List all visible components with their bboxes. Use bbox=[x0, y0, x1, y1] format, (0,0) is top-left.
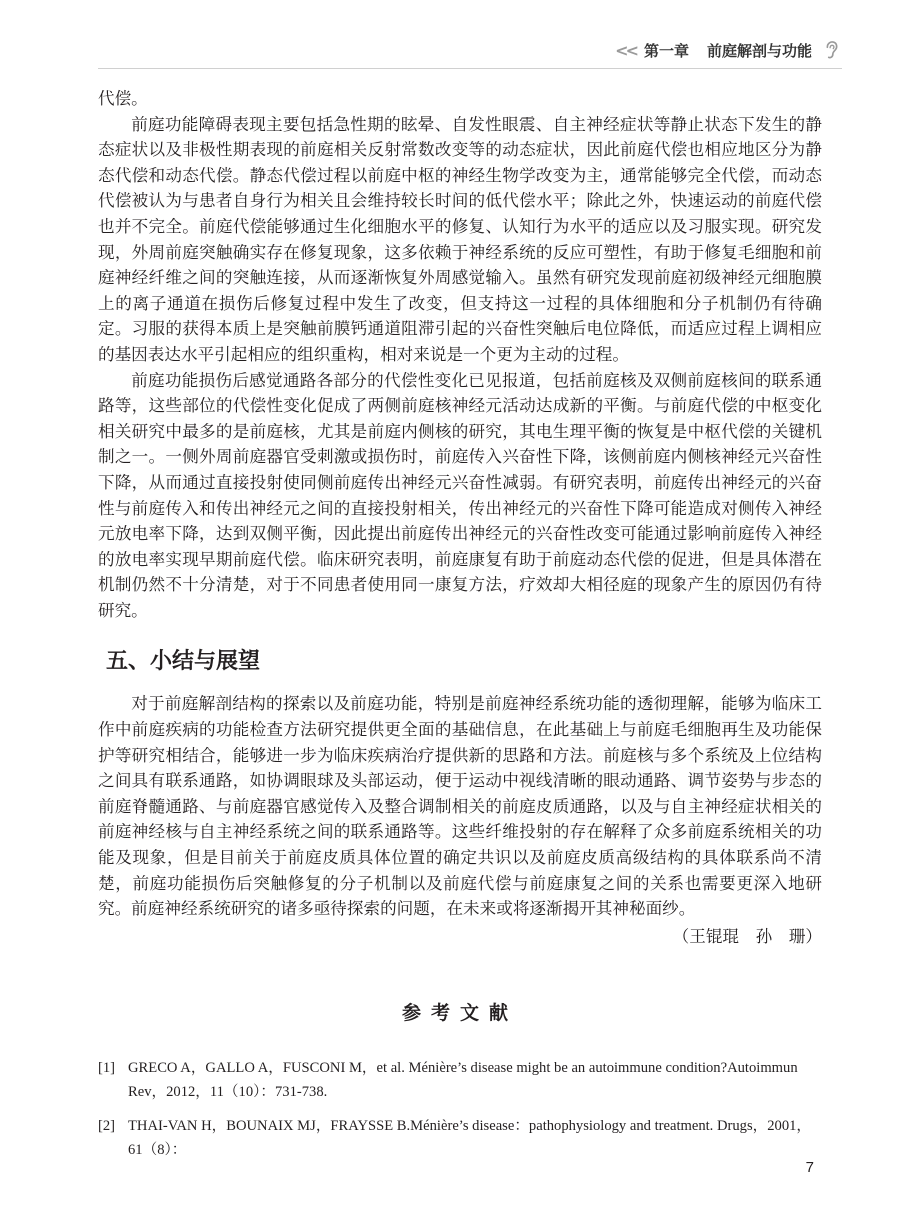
authors: （王锟琨 孙 珊） bbox=[672, 926, 822, 946]
reference-list bbox=[98, 1056, 822, 1162]
page-number: 7 bbox=[805, 1159, 814, 1176]
page-body bbox=[98, 86, 822, 1172]
references-heading: 参考文献 bbox=[401, 1001, 518, 1024]
header-rule bbox=[98, 68, 842, 69]
paragraph-continued: 代偿。 bbox=[98, 89, 148, 108]
running-header bbox=[615, 34, 842, 66]
paragraph-summary: 对于前庭解剖结构的探索以及前庭功能，特别是前庭神经系统功能的透彻理解，能够为临床工作中前庭疾病的功能检查方法研究提供更全面的基础信息，在此基础上与前庭毛细胞再生及功能保护等研究相结合，能够进一步为临床疾病治疗提供新的思路和方法。前庭核与多个系统及上位结构之间具有联系通路，如协调眼球及头部运动，便于运动中视线清晰的眼动通路、调节姿势与步态的前庭脊髓通路、与前庭器官感觉传入及整合调制相关的前庭皮质通路，以及与自主神经症状相关的前庭神经核与自主神经系统之间的联系通路等。这些纤维投射的存在解释了众多前庭系统相关的功能及现象，但是目前关于前庭皮质具体位置的确定共识以及前庭皮质高级结构的具体联系尚不清楚，前庭功能损伤后突触修复的分子机制以及前庭代偿与前庭康复之间的关系也需要更深入地研究。前庭神经系统研究的诸多亟待探索的问题，在未来或将逐渐揭开其神秘面纱。 bbox=[98, 694, 822, 919]
paragraph-compensation: 前庭功能障碍表现主要包括急性期的眩晕、自发性眼震、自主神经症状等静止状态下发生的静态症状以及非极性期表现的前庭相关反射常数改变等的动态症状，因此前庭代偿也相应地区分为静态代偿和动态代偿。静态代偿过程以前庭中枢的神经生物学改变为主，通常能够完全代偿，而动态代偿被认为与患者自身行为相关且会维持较长时间的低代偿水平；除此之外，快速运动的前庭代偿也并不完全。前庭代偿能够通过生化细胞水平的修复、认知行为水平的适应以及习服实现。研究发现，外周前庭突触确实存在修复现象，这多依赖于神经系统的反应可塑性，有助于修复毛细胞和前庭神经纤维之间的突触连接，从而逐渐恢复外周感觉输入。虽然有研究发现前庭初级神经元细胞膜上的离子通道在损伤后修复过程中发生了改变，但支持这一过程的具体细胞和分子机制仍有待确定。习服的获得本质上是突触前膜钙通道阻滞引起的兴奋性突触后电位降低，而适应过程上调相应的基因表达水平引起相应的组织重构，相对来说是一个更为主动的过程。 bbox=[98, 114, 822, 364]
chevron-left-icon: << bbox=[615, 40, 636, 60]
chapter-label: 第一章 bbox=[643, 41, 689, 60]
ear-icon bbox=[820, 39, 842, 61]
reference-item bbox=[98, 1056, 822, 1104]
reference-item bbox=[98, 1114, 822, 1162]
chapter-title: 前庭解剖与功能 bbox=[706, 41, 812, 60]
reference-number: [2] bbox=[98, 1117, 116, 1134]
reference-number: [1] bbox=[98, 1059, 116, 1076]
paragraph-pathways: 前庭功能损伤后感觉通路各部分的代偿性变化已见报道，包括前庭核及双侧前庭核间的联系通路等，这些部位的代偿性变化促成了两侧前庭核神经元活动达成新的平衡。与前庭代偿的中枢变化相关研究中最多的是前庭核，尤其是前庭内侧核的研究，其电生理平衡的恢复是中枢代偿的关键机制之一。一侧外周前庭器官受刺激或损伤时，前庭传入兴奋性下降，该侧前庭内侧核神经元兴奋性下降，从而通过直接投射使同侧前庭传出神经元兴奋性减弱。有研究表明，前庭传出神经元的兴奋性与前庭传入和传出神经元之间的直接投射相关，传出神经元的兴奋性下降可能造成对侧传入神经元放电率下降，达到双侧平衡，因此提出前庭传出神经元的兴奋性改变可能通过影响前庭传入神经的放电率实现早期前庭代偿。临床研究表明，前庭康复有助于前庭动态代偿的促进，但是具体潜在机制仍然不十分清楚，对于不同患者使用同一康复方法，疗效却大相径庭的现象产生的原因仍有待研究。 bbox=[98, 370, 822, 620]
reference-text: GRECO A，GALLO A，FUSCONI M，et al. Ménière’s disease might be an autoimmune condition?Autoimmun Rev，2012，11（10）：731-738. bbox=[128, 1059, 798, 1100]
section-heading: 五、小结与展望 bbox=[106, 649, 261, 675]
reference-text: THAI-VAN H，BOUNAIX MJ，FRAYSSE B.Ménière’s disease：pathophysiology and treatment. Drugs，2001，61（8）： bbox=[128, 1117, 812, 1158]
